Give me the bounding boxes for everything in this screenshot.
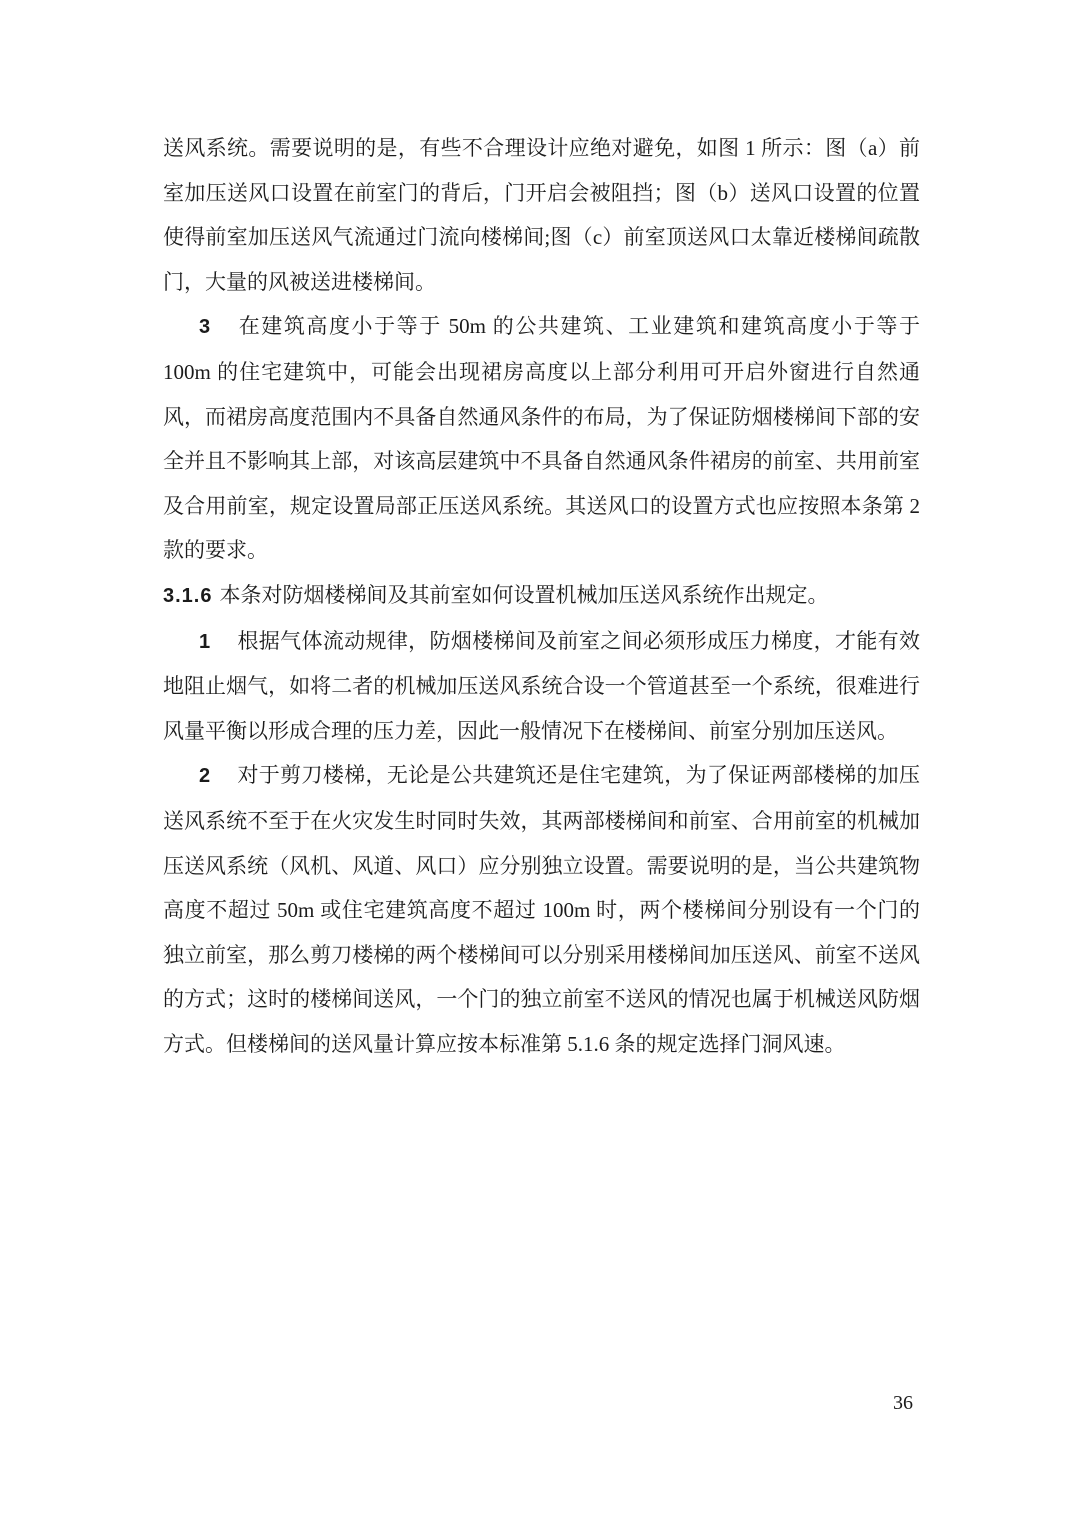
paragraph-item-3 (163, 304, 920, 573)
paragraph-clause-3-1-6 (163, 573, 920, 619)
paragraph-text: 对于剪刀楼梯，无论是公共建筑还是住宅建筑，为了保证两部楼梯的加压送风系统不至于在火灾发生时同时失效，其两部楼梯间和前室、合用前室的机械加压送风系统（风机、风道、风口）应分别独立设置。需要说明的是，当公共建筑物高度不超过 50m 或住宅建筑高度不超过 100m 时，两个楼梯间分别设有一个门的独立前室，那么剪刀楼梯的两个楼梯间可以分别采用楼梯间加压送风、前室不送风的方式；这时的楼梯间送风，一个门的独立前室不送风的情况也属于机械送风防烟方式。但楼梯间的送风量计算应按本标准第 5.1.6 条的规定选择门洞风速。 (163, 763, 920, 1056)
item-number: 3 (199, 316, 211, 339)
paragraph-text: 送风系统。需要说明的是，有些不合理设计应绝对避免，如图 1 所示：图（a）前室加压送风口设置在前室门的背后，门开启会被阻挡；图（b）送风口设置的位置使得前室加压送风气流通过门流向楼梯间;图（c）前室顶送风口太靠近楼梯间疏散门，大量的风被送进楼梯间。 (163, 136, 920, 294)
paragraph-text: 本条对防烟楼梯间及其前室如何设置机械加压送风系统作出规定。 (219, 582, 829, 607)
item-number: 1 (199, 630, 211, 653)
paragraph-item-1 (163, 619, 920, 754)
paragraph-item-2 (163, 753, 920, 1066)
item-number: 2 (199, 765, 211, 788)
clause-number: 3.1.6 (163, 584, 213, 607)
paragraph-text: 根据气体流动规律，防烟楼梯间及前室之间必须形成压力梯度，才能有效地阻止烟气，如将二者的机械加压送风系统合设一个管道甚至一个系统，很难进行风量平衡以形成合理的压力差，因此一般情况下在楼梯间、前室分别加压送风。 (163, 628, 920, 743)
paragraph-continuation (163, 126, 920, 304)
page-number: 36 (893, 1392, 913, 1414)
paragraph-text: 在建筑高度小于等于 50m 的公共建筑、工业建筑和建筑高度小于等于 100m 的住宅建筑中，可能会出现裙房高度以上部分利用可开启外窗进行自然通风，而裙房高度范围内不具备自然通风条件的布局，为了保证防烟楼梯间下部的安全并且不影响其上部，对该高层建筑中不具备自然通风条件裙房的前室、共用前室及合用前室，规定设置局部正压送风系统。其送风口的设置方式也应按照本条第 2 款的要求。 (163, 314, 920, 563)
body-text (163, 126, 920, 1066)
